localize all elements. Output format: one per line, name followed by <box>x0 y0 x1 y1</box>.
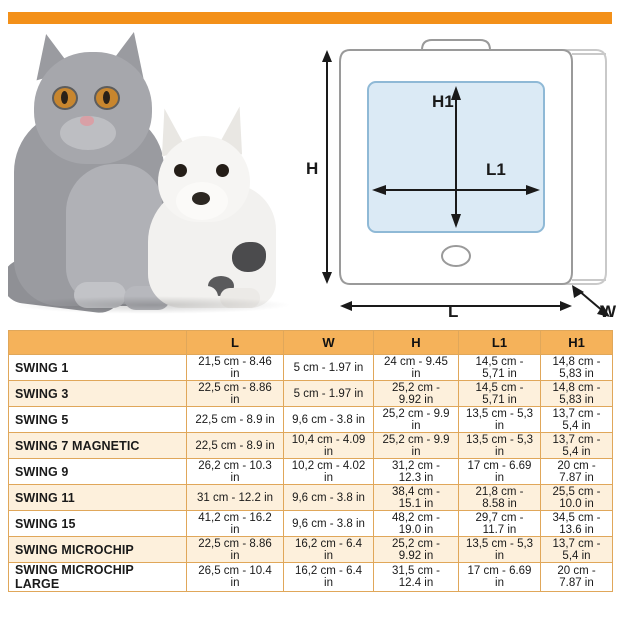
cell-l: 22,5 cm - 8.9 in <box>187 407 284 433</box>
cell-w: 5 cm - 1.97 in <box>284 381 374 407</box>
cell-h: 24 cm - 9.45 in <box>374 355 459 381</box>
cell-l: 26,5 cm - 10.4 in <box>187 563 284 592</box>
cell-l1: 14,5 cm - 5,71 in <box>459 355 541 381</box>
cell-h1: 14,8 cm - 5,83 in <box>541 381 613 407</box>
cell-l1: 29,7 cm - 11.7 in <box>459 511 541 537</box>
cell-l1: 17 cm - 6.69 in <box>459 459 541 485</box>
cell-h1: 13,7 cm - 5,4 in <box>541 407 613 433</box>
floor-shadow <box>12 296 292 314</box>
table-row <box>9 381 613 407</box>
row-label: SWING MICROCHIP LARGE <box>9 563 187 592</box>
cell-l: 22,5 cm - 8.86 in <box>187 537 284 563</box>
cell-w: 9,6 cm - 3.8 in <box>284 511 374 537</box>
column-header-h1: H1 <box>541 331 613 355</box>
row-label: SWING 7 MAGNETIC <box>9 433 187 459</box>
cat-eye-right <box>94 86 120 110</box>
cell-h: 38,4 cm - 15.1 in <box>374 485 459 511</box>
label-w: W <box>600 302 617 321</box>
dog-eye-right <box>216 164 229 177</box>
table-row <box>9 537 613 563</box>
table-row <box>9 511 613 537</box>
cell-h1: 20 cm - 7.87 in <box>541 563 613 592</box>
upper-section <box>0 24 620 324</box>
table-row <box>9 407 613 433</box>
dimensions-table <box>8 330 613 592</box>
cell-h: 31,2 cm - 12.3 in <box>374 459 459 485</box>
cell-h: 25,2 cm - 9.9 in <box>374 407 459 433</box>
top-accent-bar <box>8 12 612 24</box>
column-header-l: L <box>187 331 284 355</box>
row-label: SWING 5 <box>9 407 187 433</box>
cell-l: 22,5 cm - 8.86 in <box>187 381 284 407</box>
cell-l: 26,2 cm - 10.3 in <box>187 459 284 485</box>
cell-l1: 21,8 cm - 8.58 in <box>459 485 541 511</box>
pets-photo <box>8 24 304 324</box>
cell-h: 25,2 cm - 9.92 in <box>374 537 459 563</box>
column-header-l1: L1 <box>459 331 541 355</box>
table-header-row <box>9 331 613 355</box>
cell-h1: 14,8 cm - 5,83 in <box>541 355 613 381</box>
pet-door-diagram <box>304 24 620 324</box>
cell-l1: 13,5 cm - 5,3 in <box>459 537 541 563</box>
row-label: SWING 15 <box>9 511 187 537</box>
cell-h1: 13,7 cm - 5,4 in <box>541 433 613 459</box>
cell-h: 31,5 cm - 12.4 in <box>374 563 459 592</box>
dog-spot-a <box>232 242 266 272</box>
cell-h: 48,2 cm - 19.0 in <box>374 511 459 537</box>
label-l1: L1 <box>486 160 506 179</box>
cell-h: 25,2 cm - 9.9 in <box>374 433 459 459</box>
row-label: SWING 9 <box>9 459 187 485</box>
table-body <box>9 355 613 592</box>
table-row <box>9 433 613 459</box>
cell-h: 25,2 cm - 9.92 in <box>374 381 459 407</box>
cell-w: 9,6 cm - 3.8 in <box>284 407 374 433</box>
cell-h1: 34,5 cm - 13.6 in <box>541 511 613 537</box>
cat-nose <box>80 116 94 126</box>
cell-h1: 25,5 cm - 10.0 in <box>541 485 613 511</box>
cell-l1: 14,5 cm - 5,71 in <box>459 381 541 407</box>
column-header-model <box>9 331 187 355</box>
cell-w: 10,2 cm - 4.02 in <box>284 459 374 485</box>
table-row <box>9 355 613 381</box>
cell-w: 16,2 cm - 6.4 in <box>284 537 374 563</box>
cell-w: 5 cm - 1.97 in <box>284 355 374 381</box>
pets-illustration <box>8 24 304 324</box>
label-l: L <box>448 302 459 321</box>
cell-h1: 13,7 cm - 5,4 in <box>541 537 613 563</box>
cell-w: 16,2 cm - 6.4 in <box>284 563 374 592</box>
cell-l: 31 cm - 12.2 in <box>187 485 284 511</box>
cell-l1: 13,5 cm - 5,3 in <box>459 407 541 433</box>
cell-l: 22,5 cm - 8.9 in <box>187 433 284 459</box>
cat-eye-left <box>52 86 78 110</box>
cell-l1: 17 cm - 6.69 in <box>459 563 541 592</box>
label-h1: H1 <box>432 92 454 111</box>
cell-l: 41,2 cm - 16.2 in <box>187 511 284 537</box>
row-label: SWING MICROCHIP <box>9 537 187 563</box>
table-row <box>9 563 613 592</box>
dog-nose <box>192 192 210 205</box>
dimensions-table-wrap <box>8 330 612 592</box>
diagram-svg <box>304 24 620 324</box>
cell-l: 21,5 cm - 8.46 in <box>187 355 284 381</box>
table-head <box>9 331 613 355</box>
row-label: SWING 11 <box>9 485 187 511</box>
label-h: H <box>306 159 319 178</box>
row-label: SWING 1 <box>9 355 187 381</box>
cell-w: 9,6 cm - 3.8 in <box>284 485 374 511</box>
cell-w: 10,4 cm - 4.09 in <box>284 433 374 459</box>
dog-eye-left <box>174 164 187 177</box>
cell-h1: 20 cm - 7.87 in <box>541 459 613 485</box>
row-label: SWING 3 <box>9 381 187 407</box>
table-row <box>9 459 613 485</box>
column-header-w: W <box>284 331 374 355</box>
cell-l1: 13,5 cm - 5,3 in <box>459 433 541 459</box>
column-header-h: H <box>374 331 459 355</box>
table-row <box>9 485 613 511</box>
